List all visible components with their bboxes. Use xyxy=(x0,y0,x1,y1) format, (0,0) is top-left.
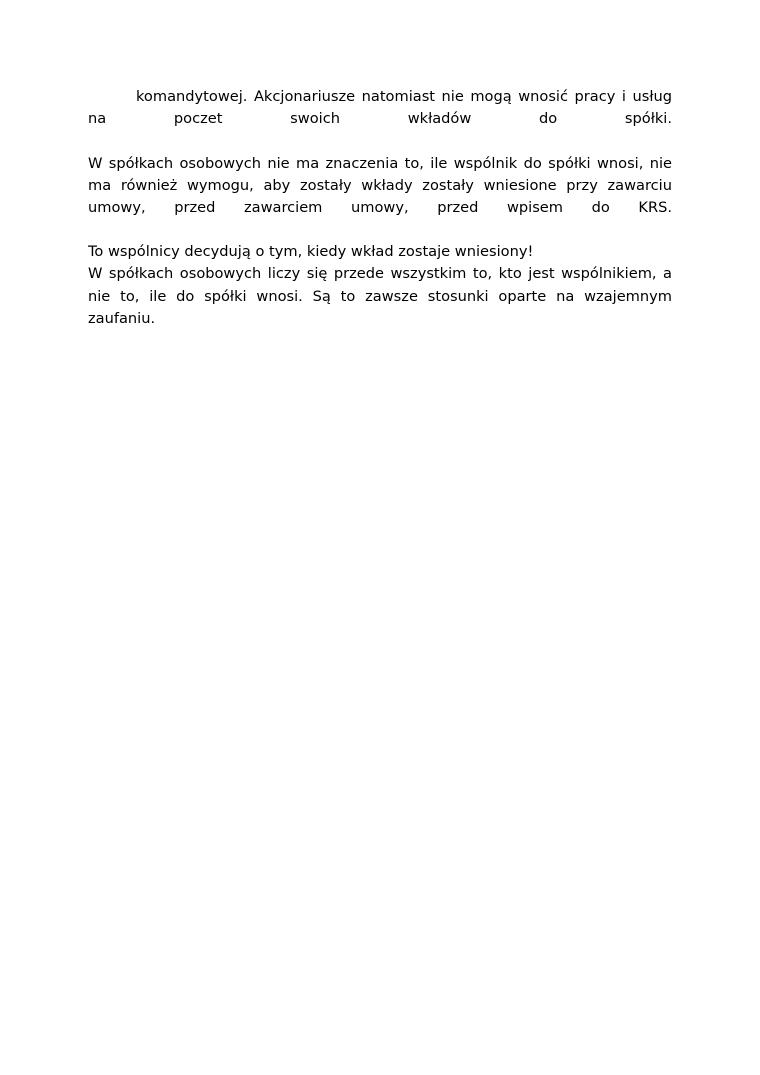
document-body xyxy=(88,86,672,330)
paragraph-3: To wspólnicy decydują o tym, kiedy wkład zostaje wniesiony! xyxy=(88,243,534,261)
paragraph-2: W spółkach osobowych nie ma znaczenia to, ile wspólnik do spółki wnosi, nie ma również wymogu, aby zostały wkłady zostały wniesione przy zawarciu umowy, przed zawarciem umowy, przed wpisem do KRS. xyxy=(88,154,672,216)
paragraph-1: komandytowej. Akcjonariusze natomiast nie mogą wnosić pracy i usług na poczet swoich wkładów do spółki. xyxy=(88,88,672,128)
paragraph-4: W spółkach osobowych liczy się przede wszystkim to, kto jest wspólnikiem, a nie to, ile do spółki wnosi. Są to zawsze stosunki oparte na wzajemnym zaufaniu. xyxy=(88,265,672,327)
